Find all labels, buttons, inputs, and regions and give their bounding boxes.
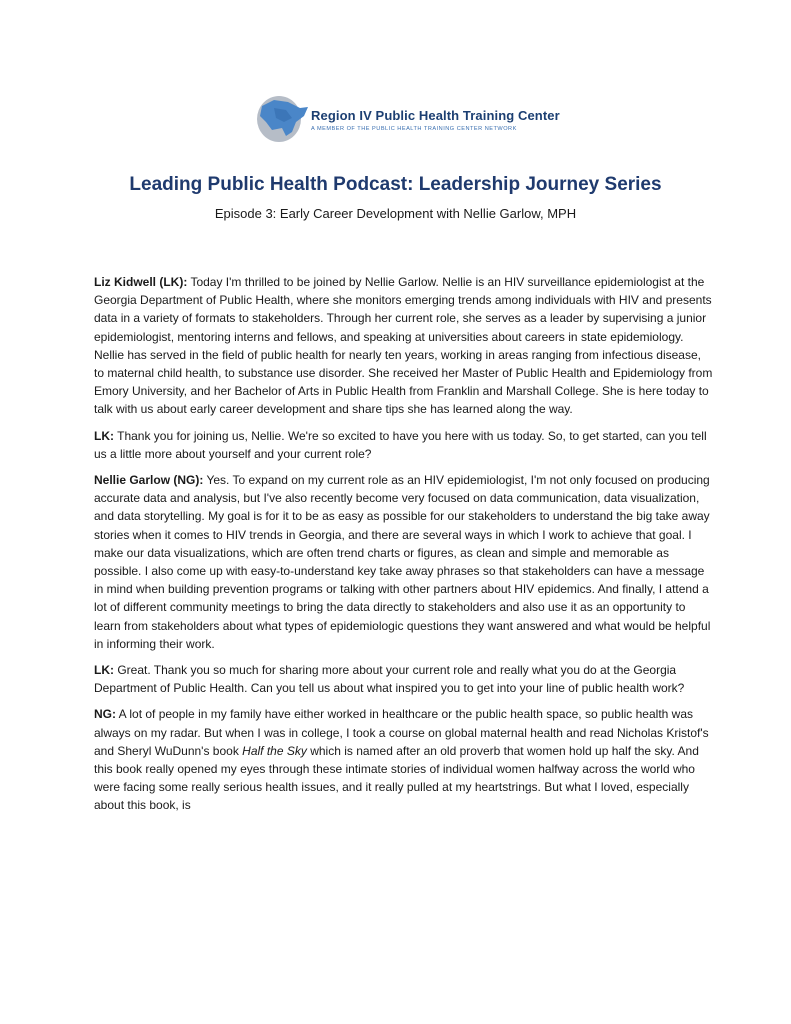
transcript-paragraph: [94, 705, 714, 814]
book-title: Half the Sky: [242, 743, 307, 758]
transcript-paragraph: [94, 661, 714, 697]
speaker-label: LK:: [94, 663, 114, 678]
transcript-paragraph: [94, 427, 714, 463]
paragraph-text: which is named after an old proverb that women hold up half the sky. And this book really opened my eyes through these intimate stories of individual women halfway across the world who were facing some really serious health issues, and it really pulled at my heartstrings. But what I loved, especially about this book, is: [94, 743, 699, 813]
paragraph-text: Yes. To expand on my current role as an HIV epidemiologist, I'm not only focused on producing accurate data and analysis, but I've also recently become very focused on data communication, data visualization, and data storytelling. My goal is for it to be as easy as possible for our stakeholders to understand the big take away stories when it comes to HIV trends in Georgia, and there are several ways in which I work to achieve that goal. I make our data visualizations, which are often trend charts or figures, as clean and simple and memorable as possible. I also come up with easy-to-understand key take away phrases so that stakeholders can have a message in mind when building prevention programs or talking with other partners about HIV epidemics. And finally, I attend a lot of different community meetings to bring the data directly to stakeholders and also use it as an opportunity to learn from stakeholders about what types of epidemiologic questions they want answered and what would be helpful in informing their work.: [94, 473, 711, 651]
speaker-label: LK:: [94, 428, 114, 443]
logo: [252, 88, 560, 150]
transcript-paragraph: [94, 273, 714, 419]
logo-name: Region IV Public Health Training Center: [311, 108, 560, 123]
episode-subtitle: Episode 3: Early Career Development with Nellie Garlow, MPH: [214, 206, 577, 221]
speaker-label: NG:: [94, 707, 116, 722]
paragraph-text: A lot of people in my family have either worked in healthcare or the public health space, so public health was always on my radar. But when I was in college, I took a course on global maternal health and read Nicholas Kristof's and Sheryl WuDunn's book: [94, 707, 709, 758]
speaker-label: Liz Kidwell (LK):: [94, 275, 188, 289]
us-map-logo-icon: [252, 88, 316, 150]
page-title: Leading Public Health Podcast: Leadership Journey Series: [129, 174, 662, 195]
logo-tagline: A MEMBER OF THE PUBLIC HEALTH TRAINING CENTER NETWORK: [311, 126, 517, 132]
paragraph-text: Thank you for joining us, Nellie. We're so excited to have you here with us today. So, to get started, can you tell us a little more about yourself and your current role?: [94, 428, 707, 461]
transcript: [94, 273, 714, 823]
paragraph-text: Great. Thank you so much for sharing more about your current role and really what you do at the Georgia Department of Public Health. Can you tell us about what inspired you to get into your line of public health work?: [94, 663, 685, 696]
paragraph-text: Today I'm thrilled to be joined by Nellie Garlow. Nellie is an HIV surveillance epidemiologist at the Georgia Department of Public Health, where she monitors emerging trends among individuals with HIV and presents data in a variety of formats to stakeholders. Through her current role, she serves as a leader by supervising a junior epidemiologist, mentoring interns and fellows, and speaking at universities about careers in state epidemiology. Nellie has served in the field of public health for nearly ten years, working in areas ranging from infectious disease, to maternal child health, to substance use disorder. She received her Master of Public Health and Epidemiology from Emory University, and her Bachelor of Arts in Public Health from Franklin and Marshall College. She is here today to talk with us about early career development and share tips she has learned along the way.: [94, 275, 713, 417]
speaker-label: Nellie Garlow (NG):: [94, 473, 204, 488]
transcript-paragraph: [94, 471, 714, 653]
